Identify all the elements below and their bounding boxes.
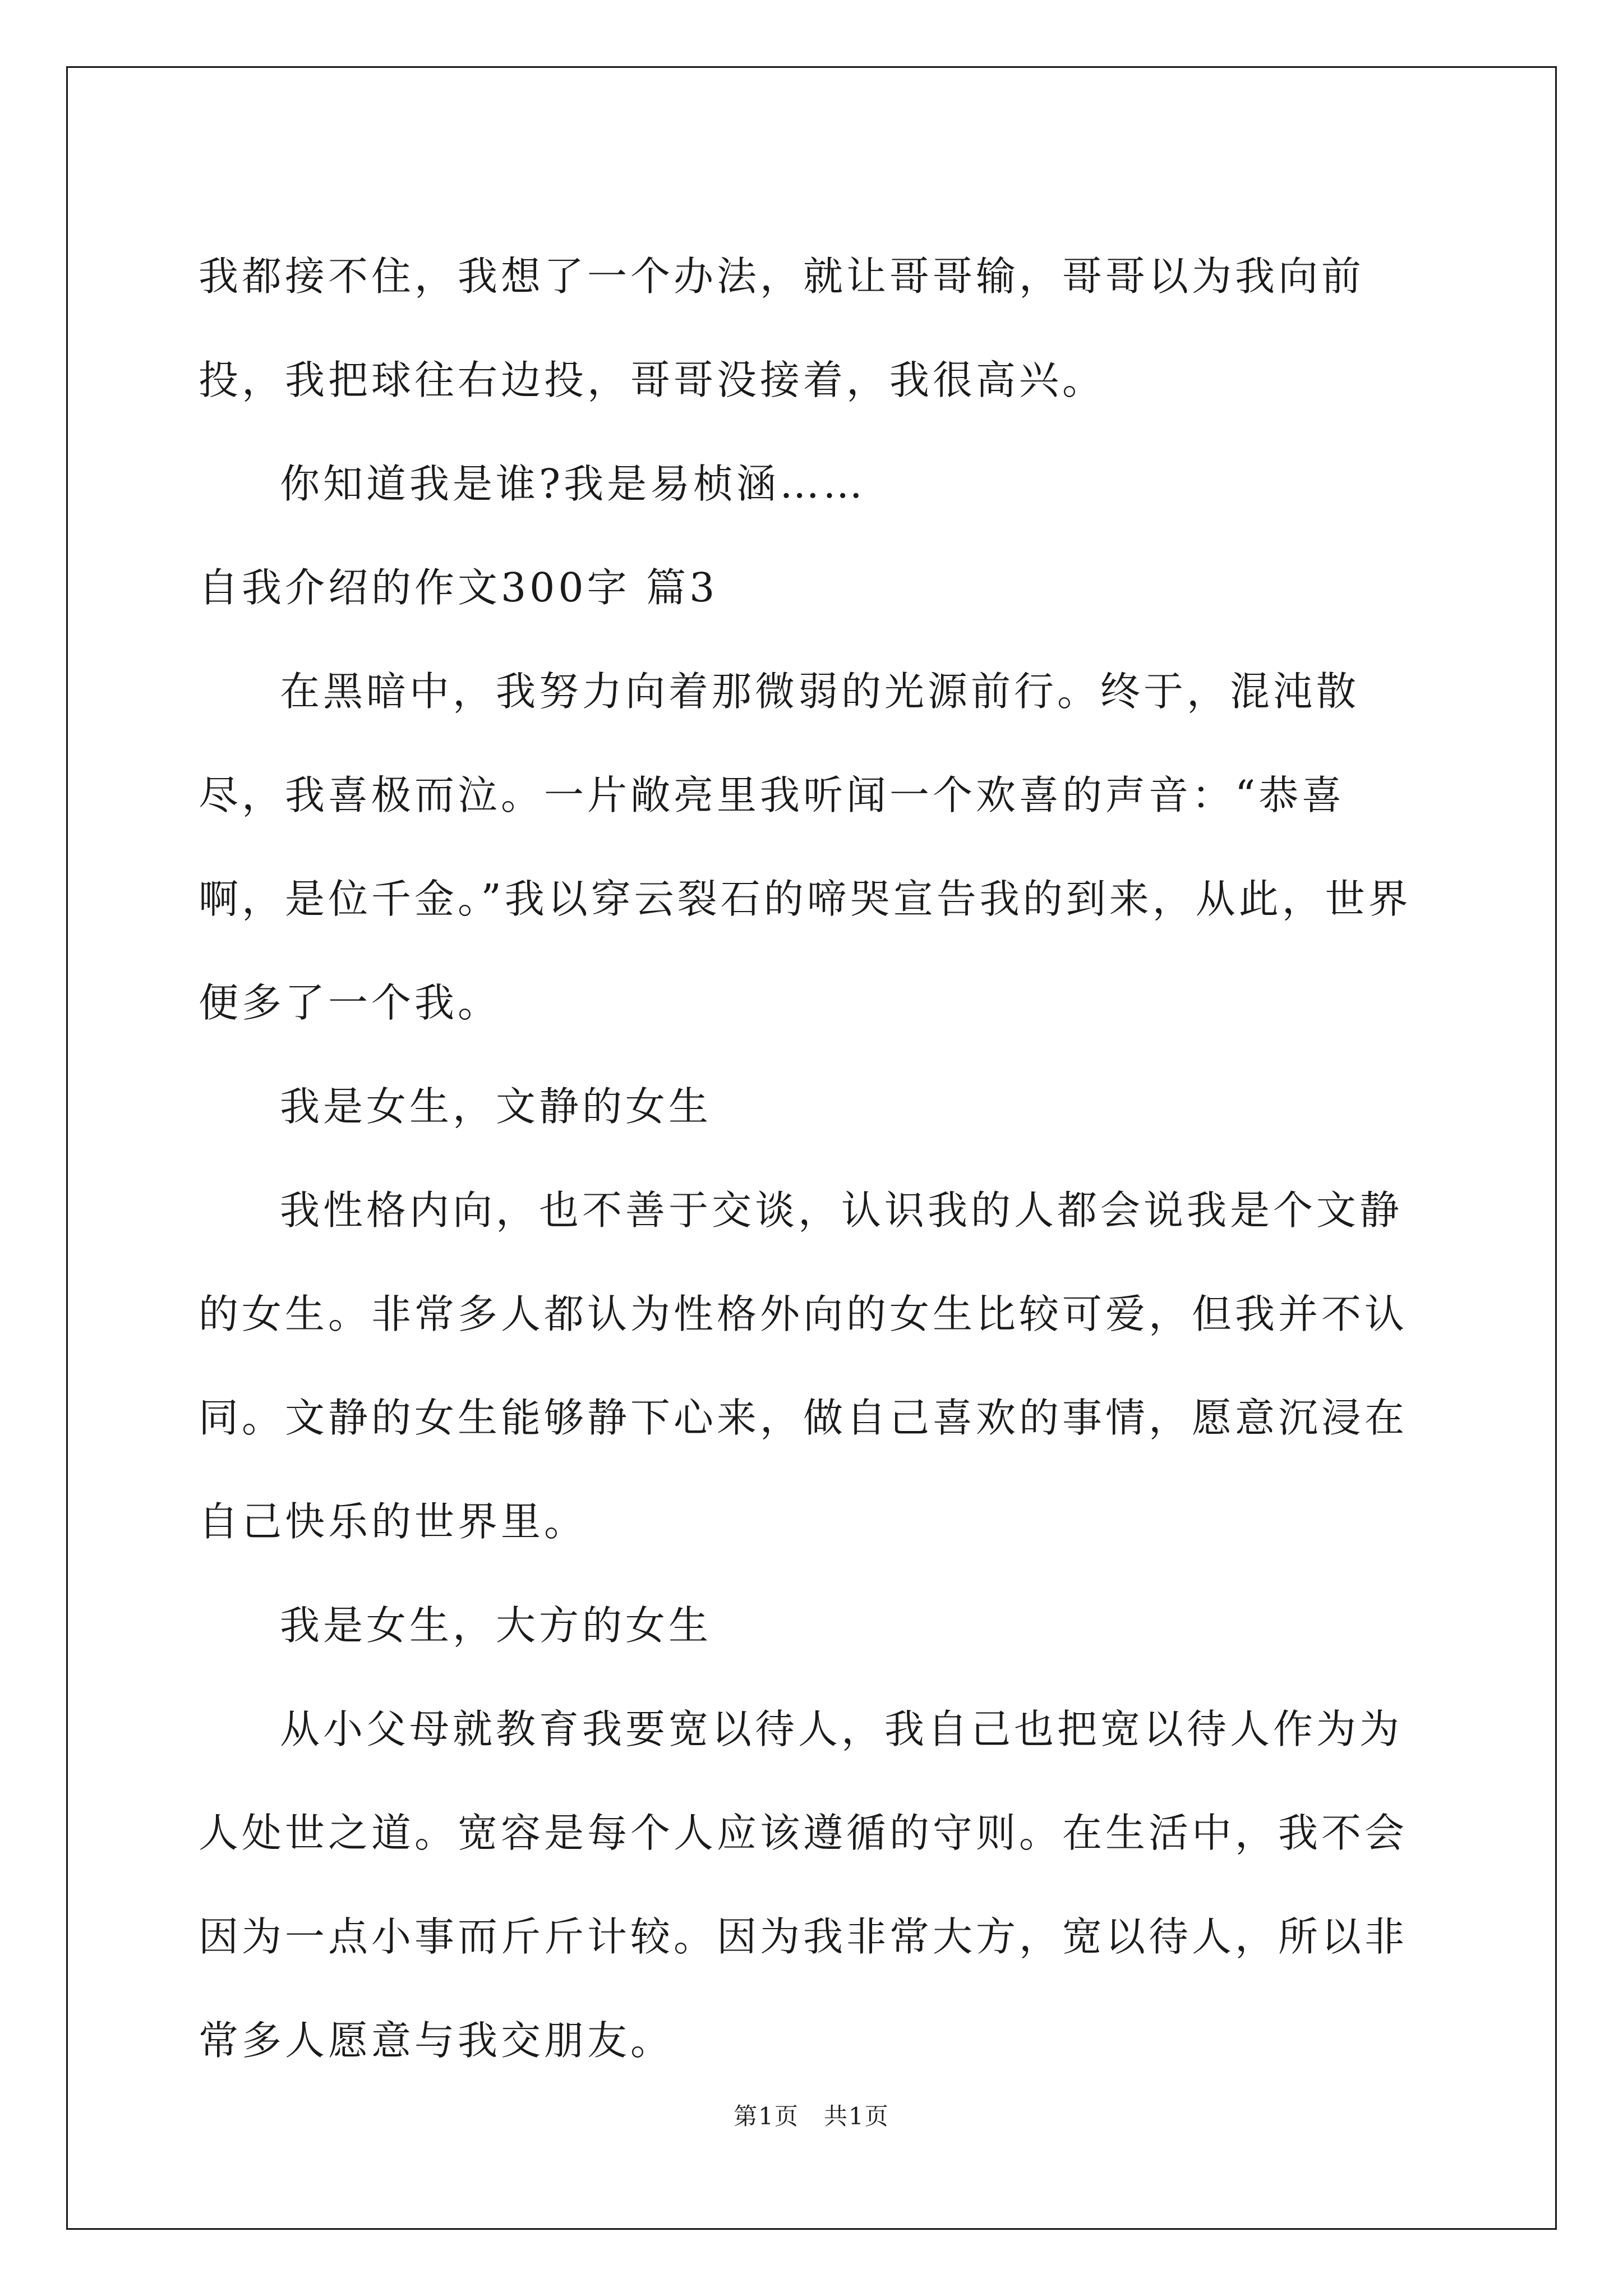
- paragraph-4: 我是女生，文静的女生: [280, 1083, 712, 1130]
- section-heading: 自我介绍的作文300字 篇3: [199, 564, 718, 611]
- document-body: [199, 224, 1427, 2092]
- paragraph-1: 我都接不住，我想了一个办法，就让哥哥输，哥哥以为我向前投，我把球往右边投，哥哥没接着，我很高兴。: [199, 253, 1365, 403]
- paragraph-6: 我是女生，大方的女生: [280, 1602, 712, 1649]
- page-footer: 第1页 共1页: [734, 2102, 889, 2130]
- paragraph-3: 在黑暗中，我努力向着那微弱的光源前行。终于，混沌散尽，我喜极而泣。一片敞亮里我听闻一个欢喜的声音：“恭喜啊，是位千金。”我以穿云裂石的啼哭宣告我的到来，从此，世界便多了一个我。: [199, 668, 1412, 1026]
- paragraph-7: 从小父母就教育我要宽以待人，我自己也把宽以待人作为为人处世之道。宽容是每个人应该遵循的守则。在生活中，我不会因为一点小事而斤斤计较。因为我非常大方，宽以待人，所以非常多人愿意与我交朋友。: [199, 1706, 1408, 2064]
- paragraph-2: 你知道我是谁?我是易桢涵……: [280, 461, 866, 507]
- paragraph-5: 我性格内向，也不善于交谈，认识我的人都会说我是个文静的女生。非常多人都认为性格外向的女生比较可爱，但我并不认同。文静的女生能够静下心来，做自己喜欢的事情，愿意沉浸在自己快乐的世界里。: [199, 1187, 1408, 1545]
